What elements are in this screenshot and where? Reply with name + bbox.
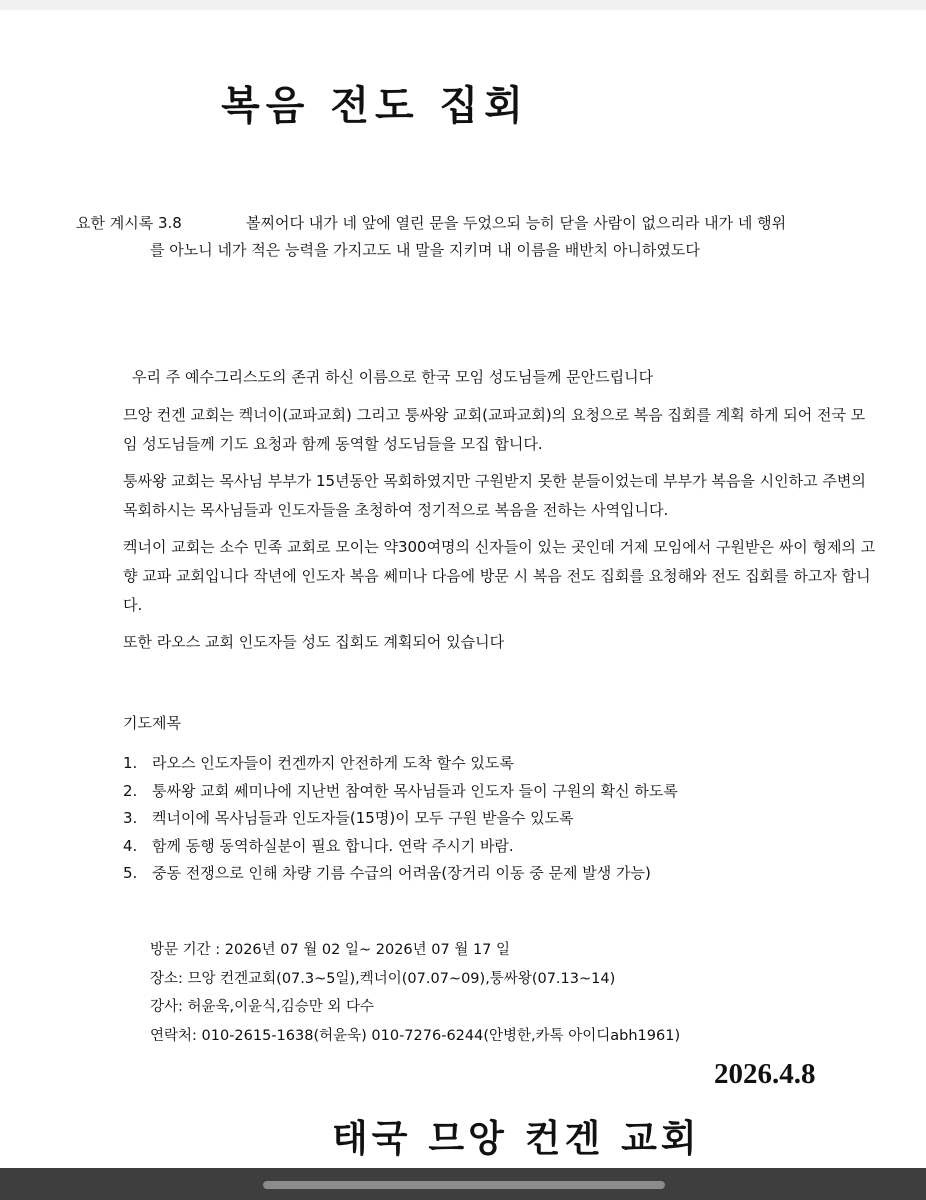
paragraph-1: 므앙 컨겐 교회는 켁너이(교파교회) 그리고 퉁싸왕 교회(교파교회)의 요청으로 복음 집회를 계획 하게 되어 전국 모임 성도님들께 기도 요청과 함께 동역할 성도님들을 모집 합니다. <box>123 406 866 453</box>
prayer-item <box>123 833 678 861</box>
prayer-item <box>123 778 678 806</box>
prayer-item-text: 라오스 인도자들이 컨겐까지 안전하게 도착 할수 있도록 <box>152 754 514 772</box>
bible-verse <box>76 210 876 264</box>
prayer-item-number: 3. <box>123 809 138 827</box>
prayer-item-number: 4. <box>123 836 138 855</box>
visit-details <box>150 936 680 1050</box>
visit-place: 장소: 므앙 컨겐교회(07.3~5일),켁너이(07.07~09),퉁싸왕(07.13~14) <box>150 970 616 987</box>
paragraph-2: 퉁싸왕 교회는 목사님 부부가 15년동안 목회하였지만 구원받지 못한 분들이었는데 부부가 복음을 시인하고 주변의 목회하시는 목사님들과 인도자들을 초청하여 정기적으로 복음을 전하는 사역입니다. <box>123 472 866 519</box>
prayer-item <box>123 750 678 778</box>
visit-speakers: 강사: 허윤욱,이윤식,김승만 외 다수 <box>150 999 375 1015</box>
prayer-list <box>123 750 678 888</box>
prayer-item <box>123 805 678 833</box>
prayer-item-text: 퉁싸왕 교회 쎄미나에 지난번 참여한 목사님들과 인도자 들이 구원의 확신 하도록 <box>152 781 678 800</box>
prayer-title: 기도제목 <box>123 714 181 732</box>
prayer-item-text: 함께 동행 동역하실분이 필요 합니다. 연락 주시기 바람. <box>152 836 514 855</box>
scroll-handle[interactable] <box>263 1181 665 1189</box>
visit-period: 방문 기간 : 2026년 07 월 02 일~ 2026년 07 월 17 일 <box>150 942 511 958</box>
church-name: 태국 므앙 컨겐 교회 <box>332 1117 701 1160</box>
greeting: 우리 주 예수그리스도의 존귀 하신 이름으로 한국 모임 성도님들께 문안드립니다 <box>132 368 654 386</box>
prayer-item-text: 중동 전쟁으로 인해 차량 기름 수급의 어려움(장거리 이동 중 문제 발생 가능) <box>152 864 651 882</box>
document-title: 복음 전도 집회 <box>221 83 529 129</box>
prayer-item <box>123 860 678 888</box>
visit-contact: 연락처: 010-2615-1638(허윤욱) 010-7276-6244(안병한,카톡 아이디abh1961) <box>150 1027 681 1044</box>
bottom-toolbar <box>0 1168 926 1200</box>
top-strip <box>0 0 926 10</box>
verse-reference: 요한 계시록 3.8 <box>76 214 182 232</box>
prayer-item-text: 켁너이에 목사님들과 인도자들(15명)이 모두 구원 받을수 있도록 <box>152 809 574 827</box>
document-date: 2026.4.8 <box>714 1058 816 1090</box>
prayer-item-number: 5. <box>123 864 138 882</box>
verse-line-2: 를 아노니 네가 적은 능력을 가지고도 내 말을 지키며 내 이름을 배반치 아니하였도다 <box>150 241 700 259</box>
prayer-item-number: 2. <box>123 781 138 800</box>
prayer-item-number: 1. <box>123 754 138 772</box>
verse-line-1: 볼찌어다 내가 네 앞에 열린 문을 두었으되 능히 닫을 사람이 없으리라 내가 네 행위 <box>246 214 787 232</box>
paragraph-3: 켁너이 교회는 소수 민족 교회로 모이는 약300여명의 신자들이 있는 곳인데 거제 모임에서 구원받은 싸이 형제의 고향 교파 교회입니다 작년에 인도자 복음 쎄미나 다음에 방문 시 복음 전도 집회를 요청해와 전도 집회를 하고자 합니다. <box>123 538 876 614</box>
paragraph-4: 또한 라오스 교회 인도자들 성도 집회도 계획되어 있습니다 <box>123 633 505 651</box>
